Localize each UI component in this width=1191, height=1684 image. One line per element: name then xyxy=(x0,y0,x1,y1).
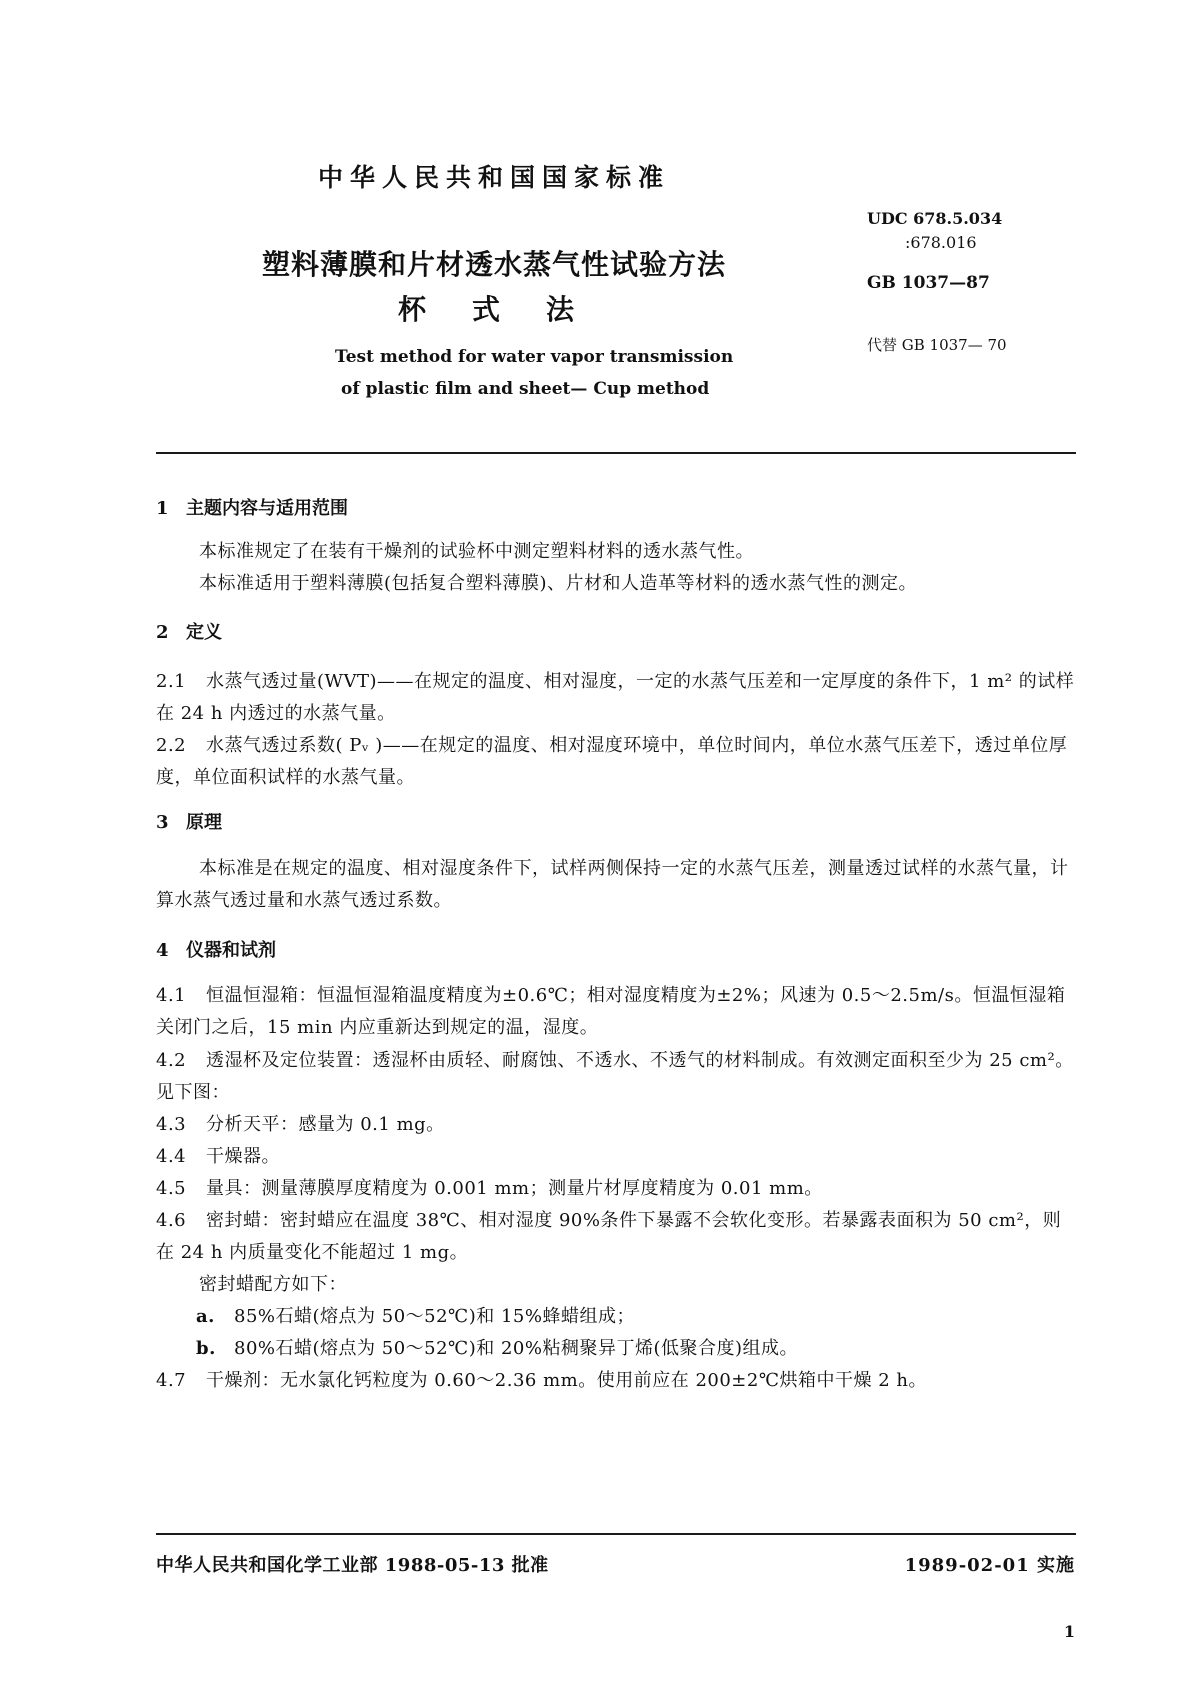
list-text: 85%石蜡(熔点为 50～52℃)和 15%蜂蜡组成； xyxy=(234,1306,635,1327)
approval-statement: 中华人民共和国化学工业部 1988-05-13 批准 xyxy=(156,1555,549,1576)
clause-text: 分析天平：感量为 0.1 mg。 xyxy=(206,1114,445,1135)
clause-4-7 xyxy=(156,1365,1076,1397)
formula-item-a xyxy=(196,1301,635,1333)
clause-number: 4.4 xyxy=(156,1146,187,1167)
clause-4-4 xyxy=(156,1141,1076,1173)
clause-text: 透湿杯及定位装置：透湿杯由质轻、耐腐蚀、不透水、不透气的材料制成。有效测定面积至少为 25 cm²。见下图： xyxy=(156,1050,1074,1103)
gb-standard-number: GB 1037—87 xyxy=(867,273,990,293)
clause-text: 水蒸气透过系数( Pᵥ )——在规定的温度、相对湿度环境中，单位时间内，单位水蒸气压差下，透过单位厚度，单位面积试样的水蒸气量。 xyxy=(156,735,1068,788)
implementation-date: 1989-02-01 实施 xyxy=(904,1555,1075,1576)
list-text: 80%石蜡(熔点为 50～52℃)和 20%粘稠聚异丁烯(低聚合度)组成。 xyxy=(234,1338,798,1359)
section-number: 2 xyxy=(156,622,169,643)
header-divider xyxy=(156,452,1076,454)
section-number: 4 xyxy=(156,940,169,961)
clause-number: 4.6 xyxy=(156,1210,187,1231)
national-standard-heading: 中华人民共和国国家标准 xyxy=(318,163,671,192)
clause-text: 量具：测量薄膜厚度精度为 0.001 mm；测量片材厚度精度为 0.01 mm。 xyxy=(206,1178,823,1199)
formula-intro: 密封蜡配方如下： xyxy=(199,1274,347,1295)
section-title: 主题内容与适用范围 xyxy=(186,498,348,519)
clause-text: 水蒸气透过量(WVT)——在规定的温度、相对湿度，一定的水蒸气压差和一定厚度的条件下，1 m² 的试样在 24 h 内透过的水蒸气量。 xyxy=(156,671,1075,724)
document-title-cn: 塑料薄膜和片材透水蒸气性试验方法 xyxy=(262,248,727,281)
list-letter: b. xyxy=(196,1338,216,1359)
clause-4-2 xyxy=(156,1045,1076,1109)
clause-4-5 xyxy=(156,1173,1076,1205)
section-title: 仪器和试剂 xyxy=(186,940,276,961)
clause-number: 4.2 xyxy=(156,1050,187,1071)
paragraph: 本标准是在规定的温度、相对湿度条件下，试样两侧保持一定的水蒸气压差，测量透过试样的水蒸气量，计算水蒸气透过量和水蒸气透过系数。 xyxy=(156,858,1069,911)
footer-divider xyxy=(156,1533,1076,1535)
clause-text: 恒温恒湿箱：恒温恒湿箱温度精度为±0.6℃；相对湿度精度为±2%；风速为 0.5～2.5m/s。恒温恒湿箱关闭门之后，15 min 内应重新达到规定的温，湿度。 xyxy=(156,985,1066,1038)
page-number: 1 xyxy=(1063,1622,1075,1641)
clause-number: 2.1 xyxy=(156,671,187,692)
paragraph: 本标准规定了在装有干燥剂的试验杯中测定塑料材料的透水蒸气性。 xyxy=(199,541,754,562)
clause-4-1 xyxy=(156,980,1076,1044)
section-title: 原理 xyxy=(186,812,222,833)
clause-4-6 xyxy=(156,1205,1076,1269)
section-heading-4 xyxy=(156,936,276,962)
formula-item-b xyxy=(196,1333,798,1365)
section-title: 定义 xyxy=(186,622,222,643)
clause-number: 4.5 xyxy=(156,1178,187,1199)
document-title-en-line2: of plastic film and sheet— Cup method xyxy=(341,379,710,399)
clause-text: 干燥器。 xyxy=(206,1146,280,1167)
clause-text: 密封蜡：密封蜡应在温度 38℃、相对湿度 90%条件下暴露不会软化变形。若暴露表面积为 50 cm²，则在 24 h 内质量变化不能超过 1 mg。 xyxy=(156,1210,1062,1263)
clause-number: 2.2 xyxy=(156,735,187,756)
section-heading-3 xyxy=(156,808,222,834)
replaces-standard: 代替 GB 1037— 70 xyxy=(867,336,1007,354)
document-title-en-line1: Test method for water vapor transmission xyxy=(335,347,734,367)
udc-code: UDC 678.5.034 xyxy=(867,209,1003,228)
clause-text: 干燥剂：无水氯化钙粒度为 0.60～2.36 mm。使用前应在 200±2℃烘箱中干燥 2 h。 xyxy=(206,1370,927,1391)
udc-code-continued: :678.016 xyxy=(905,233,977,252)
clause-number: 4.7 xyxy=(156,1370,187,1391)
list-letter: a. xyxy=(196,1306,215,1327)
clause-number: 4.3 xyxy=(156,1114,187,1135)
section-heading-2 xyxy=(156,618,222,644)
document-subtitle-cn: 杯式法 xyxy=(398,293,621,326)
section-number: 3 xyxy=(156,812,169,833)
clause-4-3 xyxy=(156,1109,1076,1141)
clause-2-1 xyxy=(156,666,1076,730)
paragraph: 本标准适用于塑料薄膜(包括复合塑料薄膜)、片材和人造革等材料的透水蒸气性的测定。 xyxy=(199,573,918,594)
section-heading-1 xyxy=(156,494,348,520)
section-number: 1 xyxy=(156,498,169,519)
clause-2-2 xyxy=(156,730,1076,794)
clause-number: 4.1 xyxy=(156,985,187,1006)
